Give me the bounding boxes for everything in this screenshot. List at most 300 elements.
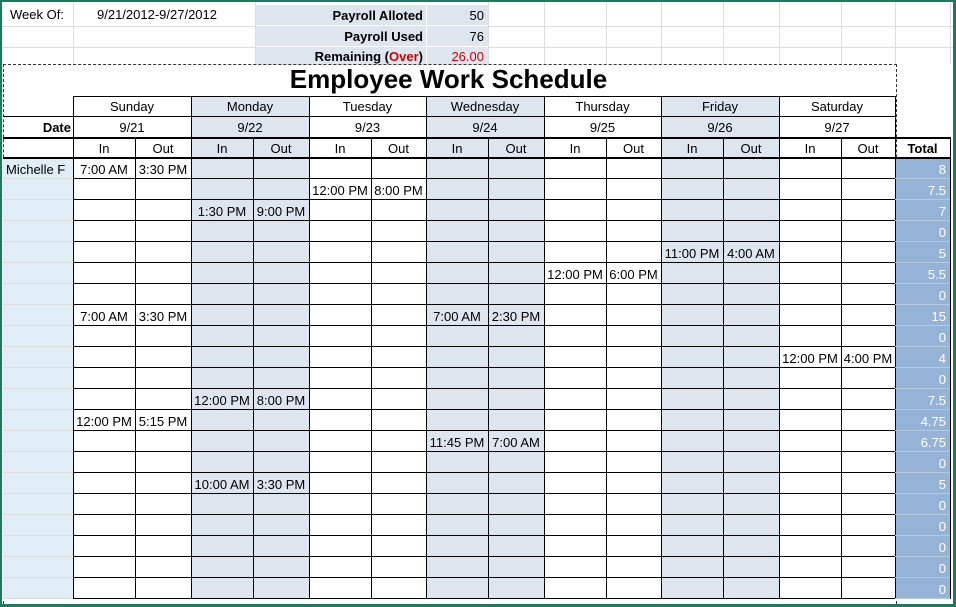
employee-name-cell[interactable] <box>3 284 73 305</box>
time-out-cell[interactable] <box>723 515 779 536</box>
time-in-cell[interactable] <box>544 515 606 536</box>
time-out-cell[interactable] <box>488 179 544 200</box>
time-in-cell[interactable] <box>191 494 253 515</box>
time-out-cell[interactable] <box>253 221 309 242</box>
time-out-cell[interactable] <box>841 536 895 557</box>
employee-name-cell[interactable] <box>3 347 73 368</box>
time-in-cell[interactable] <box>426 536 488 557</box>
time-out-cell[interactable]: 9:00 PM <box>253 200 309 221</box>
time-out-cell[interactable] <box>723 200 779 221</box>
time-out-cell[interactable] <box>488 263 544 284</box>
time-in-cell[interactable] <box>191 158 253 179</box>
time-in-cell[interactable] <box>73 179 135 200</box>
time-out-cell[interactable] <box>488 557 544 578</box>
time-out-cell[interactable] <box>371 473 426 494</box>
employee-name-cell[interactable] <box>3 326 73 347</box>
time-out-cell[interactable] <box>253 368 309 389</box>
time-in-cell[interactable] <box>426 389 488 410</box>
time-in-cell[interactable] <box>779 578 841 599</box>
time-out-cell[interactable] <box>135 452 191 473</box>
time-out-cell[interactable] <box>723 305 779 326</box>
time-in-cell[interactable] <box>779 326 841 347</box>
time-in-cell[interactable] <box>73 431 135 452</box>
time-out-cell[interactable] <box>253 305 309 326</box>
time-out-cell[interactable]: 8:00 PM <box>374 183 423 198</box>
time-in-cell[interactable]: 12:00 PM <box>782 351 838 366</box>
time-out-cell[interactable]: 5:15 PM <box>138 414 188 429</box>
time-in-cell[interactable]: 12:00 PM <box>312 183 368 198</box>
employee-name-cell[interactable] <box>3 179 73 200</box>
time-in-cell[interactable] <box>191 431 253 452</box>
time-out-cell[interactable] <box>841 221 895 242</box>
time-out-cell[interactable] <box>135 578 191 599</box>
time-out-cell[interactable] <box>371 221 426 242</box>
time-out-cell[interactable] <box>606 431 661 452</box>
time-out-cell[interactable] <box>723 158 779 179</box>
time-out-cell[interactable] <box>371 389 426 410</box>
time-in-cell[interactable] <box>426 263 488 284</box>
time-in-cell[interactable] <box>661 431 723 452</box>
time-in-cell[interactable] <box>309 515 371 536</box>
time-in-cell[interactable] <box>426 326 488 347</box>
time-out-cell[interactable] <box>841 242 895 263</box>
time-in-cell[interactable] <box>426 578 488 599</box>
employee-name-cell[interactable] <box>3 305 73 326</box>
time-in-cell[interactable] <box>426 347 488 368</box>
employee-name-cell[interactable] <box>3 221 73 242</box>
time-in-cell[interactable] <box>779 179 841 200</box>
time-out-cell[interactable] <box>253 494 309 515</box>
time-in-cell[interactable] <box>309 389 371 410</box>
time-out-cell[interactable] <box>606 158 661 179</box>
time-out-cell[interactable] <box>488 200 544 221</box>
time-in-cell[interactable]: 12:00 PM <box>547 267 603 282</box>
time-out-cell[interactable] <box>723 473 779 494</box>
time-out-cell[interactable]: 6:00 PM <box>609 267 658 282</box>
time-in-cell[interactable] <box>426 200 488 221</box>
time-in-cell[interactable] <box>661 473 723 494</box>
time-out-cell[interactable] <box>606 536 661 557</box>
time-out-cell[interactable] <box>841 368 895 389</box>
time-in-cell[interactable] <box>779 515 841 536</box>
time-in-cell[interactable] <box>426 410 488 431</box>
time-out-cell[interactable] <box>606 452 661 473</box>
time-out-cell[interactable] <box>135 536 191 557</box>
time-out-cell[interactable] <box>841 452 895 473</box>
time-out-cell[interactable] <box>135 326 191 347</box>
employee-name-cell[interactable] <box>3 473 73 494</box>
time-in-cell[interactable] <box>191 557 253 578</box>
time-in-cell[interactable] <box>426 179 488 200</box>
time-out-cell[interactable] <box>841 578 895 599</box>
time-in-cell[interactable]: 12:00 PM <box>76 414 132 429</box>
time-out-cell[interactable] <box>606 305 661 326</box>
employee-name-cell[interactable]: Michelle F <box>3 158 73 179</box>
time-out-cell[interactable] <box>606 347 661 368</box>
time-out-cell[interactable] <box>371 368 426 389</box>
time-out-cell[interactable] <box>371 347 426 368</box>
time-in-cell[interactable] <box>309 326 371 347</box>
time-in-cell[interactable] <box>544 473 606 494</box>
time-out-cell[interactable] <box>253 326 309 347</box>
time-out-cell[interactable] <box>488 158 544 179</box>
time-out-cell[interactable] <box>371 200 426 221</box>
time-in-cell[interactable] <box>661 452 723 473</box>
time-out-cell[interactable] <box>135 284 191 305</box>
employee-name-cell[interactable] <box>3 389 73 410</box>
time-in-cell[interactable] <box>661 158 723 179</box>
time-in-cell[interactable] <box>73 221 135 242</box>
time-out-cell[interactable] <box>253 536 309 557</box>
time-in-cell[interactable] <box>661 410 723 431</box>
time-in-cell[interactable]: 7:00 AM <box>80 309 128 324</box>
time-out-cell[interactable] <box>723 452 779 473</box>
time-out-cell[interactable] <box>371 431 426 452</box>
time-out-cell[interactable] <box>723 368 779 389</box>
time-in-cell[interactable] <box>779 221 841 242</box>
time-out-cell[interactable] <box>253 557 309 578</box>
time-out-cell[interactable] <box>253 410 309 431</box>
time-out-cell[interactable] <box>135 473 191 494</box>
employee-name-cell[interactable] <box>3 578 73 599</box>
time-out-cell[interactable] <box>135 179 191 200</box>
time-out-cell[interactable] <box>606 284 661 305</box>
time-in-cell[interactable] <box>544 557 606 578</box>
employee-name-cell[interactable] <box>3 494 73 515</box>
time-out-cell[interactable] <box>135 221 191 242</box>
time-out-cell[interactable] <box>253 284 309 305</box>
time-in-cell[interactable] <box>544 410 606 431</box>
time-out-cell[interactable] <box>135 515 191 536</box>
payroll-used-value[interactable]: 76 <box>427 26 488 46</box>
time-out-cell[interactable] <box>135 347 191 368</box>
time-in-cell[interactable] <box>661 263 723 284</box>
time-in-cell[interactable] <box>544 452 606 473</box>
time-in-cell[interactable] <box>544 158 606 179</box>
time-out-cell[interactable] <box>723 494 779 515</box>
time-out-cell[interactable] <box>723 536 779 557</box>
time-in-cell[interactable] <box>73 578 135 599</box>
time-in-cell[interactable] <box>779 557 841 578</box>
time-out-cell[interactable] <box>723 578 779 599</box>
employee-name-cell[interactable] <box>3 242 73 263</box>
time-in-cell[interactable]: 12:00 PM <box>191 389 253 410</box>
time-out-cell[interactable] <box>606 326 661 347</box>
time-out-cell[interactable] <box>371 410 426 431</box>
time-out-cell[interactable] <box>253 242 309 263</box>
time-in-cell[interactable] <box>779 284 841 305</box>
time-in-cell[interactable] <box>191 536 253 557</box>
time-out-cell[interactable] <box>606 515 661 536</box>
time-in-cell[interactable] <box>779 368 841 389</box>
time-out-cell[interactable]: 2:30 PM <box>488 305 544 326</box>
time-out-cell[interactable] <box>723 221 779 242</box>
time-in-cell[interactable] <box>191 179 253 200</box>
time-in-cell[interactable] <box>779 200 841 221</box>
time-in-cell[interactable] <box>426 494 488 515</box>
time-out-cell[interactable] <box>723 347 779 368</box>
time-in-cell[interactable] <box>661 305 723 326</box>
time-out-cell[interactable] <box>488 368 544 389</box>
time-out-cell[interactable]: 8:00 PM <box>253 389 309 410</box>
time-out-cell[interactable] <box>723 410 779 431</box>
employee-name-cell[interactable] <box>3 410 73 431</box>
time-in-cell[interactable] <box>426 557 488 578</box>
time-in-cell[interactable] <box>191 284 253 305</box>
time-in-cell[interactable] <box>191 515 253 536</box>
time-out-cell[interactable] <box>135 368 191 389</box>
time-in-cell[interactable] <box>544 578 606 599</box>
time-in-cell[interactable] <box>309 200 371 221</box>
time-in-cell[interactable] <box>661 221 723 242</box>
time-out-cell[interactable] <box>135 431 191 452</box>
time-out-cell[interactable]: 4:00 AM <box>723 242 779 263</box>
time-in-cell[interactable] <box>661 179 723 200</box>
time-out-cell[interactable] <box>841 326 895 347</box>
time-in-cell[interactable] <box>544 221 606 242</box>
time-in-cell[interactable] <box>661 536 723 557</box>
time-out-cell[interactable] <box>371 242 426 263</box>
time-out-cell[interactable] <box>371 578 426 599</box>
employee-name-cell[interactable] <box>3 452 73 473</box>
time-in-cell[interactable] <box>426 284 488 305</box>
time-in-cell[interactable] <box>191 410 253 431</box>
time-in-cell[interactable] <box>73 452 135 473</box>
time-in-cell[interactable] <box>426 158 488 179</box>
time-in-cell[interactable] <box>309 494 371 515</box>
time-in-cell[interactable]: 1:30 PM <box>191 200 253 221</box>
time-in-cell[interactable] <box>544 326 606 347</box>
employee-name-cell[interactable] <box>3 368 73 389</box>
time-out-cell[interactable] <box>841 557 895 578</box>
time-in-cell[interactable] <box>309 347 371 368</box>
time-out-cell[interactable] <box>841 179 895 200</box>
time-in-cell[interactable] <box>73 536 135 557</box>
time-in-cell[interactable] <box>73 347 135 368</box>
time-out-cell[interactable] <box>841 263 895 284</box>
time-out-cell[interactable] <box>253 452 309 473</box>
time-out-cell[interactable] <box>841 494 895 515</box>
time-out-cell[interactable] <box>488 410 544 431</box>
time-in-cell[interactable] <box>426 368 488 389</box>
time-in-cell[interactable] <box>661 368 723 389</box>
time-out-cell[interactable] <box>371 305 426 326</box>
time-out-cell[interactable] <box>253 158 309 179</box>
time-in-cell[interactable] <box>544 284 606 305</box>
employee-name-cell[interactable] <box>3 200 73 221</box>
time-in-cell[interactable] <box>779 158 841 179</box>
time-in-cell[interactable] <box>191 305 253 326</box>
time-in-cell[interactable] <box>309 452 371 473</box>
time-out-cell[interactable] <box>253 578 309 599</box>
time-out-cell[interactable] <box>841 200 895 221</box>
time-out-cell[interactable] <box>606 200 661 221</box>
time-out-cell[interactable] <box>841 305 895 326</box>
time-in-cell[interactable] <box>661 515 723 536</box>
time-in-cell[interactable] <box>779 452 841 473</box>
time-out-cell[interactable] <box>606 179 661 200</box>
time-out-cell[interactable] <box>488 389 544 410</box>
time-out-cell[interactable] <box>723 263 779 284</box>
time-out-cell[interactable] <box>488 515 544 536</box>
time-in-cell[interactable] <box>779 242 841 263</box>
time-out-cell[interactable] <box>488 221 544 242</box>
time-out-cell[interactable] <box>723 431 779 452</box>
time-out-cell[interactable] <box>841 410 895 431</box>
time-out-cell[interactable] <box>135 200 191 221</box>
time-in-cell[interactable] <box>544 305 606 326</box>
time-out-cell[interactable] <box>606 389 661 410</box>
time-out-cell[interactable] <box>371 326 426 347</box>
time-out-cell[interactable] <box>371 284 426 305</box>
time-out-cell[interactable] <box>371 452 426 473</box>
time-in-cell[interactable] <box>426 515 488 536</box>
time-in-cell[interactable] <box>544 494 606 515</box>
time-out-cell[interactable] <box>488 494 544 515</box>
time-out-cell[interactable] <box>253 179 309 200</box>
time-out-cell[interactable] <box>606 368 661 389</box>
time-in-cell[interactable] <box>309 557 371 578</box>
time-out-cell[interactable]: 7:00 AM <box>488 431 544 452</box>
time-in-cell[interactable] <box>426 221 488 242</box>
time-in-cell[interactable]: 7:00 AM <box>426 305 488 326</box>
time-in-cell[interactable] <box>191 242 253 263</box>
time-in-cell[interactable] <box>309 578 371 599</box>
time-out-cell[interactable] <box>135 557 191 578</box>
employee-name-cell[interactable] <box>3 431 73 452</box>
time-in-cell[interactable] <box>191 368 253 389</box>
time-in-cell[interactable] <box>191 263 253 284</box>
time-in-cell[interactable] <box>544 389 606 410</box>
time-out-cell[interactable]: 3:30 PM <box>138 162 188 177</box>
time-in-cell[interactable] <box>191 452 253 473</box>
time-in-cell[interactable] <box>779 263 841 284</box>
time-in-cell[interactable] <box>661 347 723 368</box>
time-in-cell[interactable] <box>544 431 606 452</box>
time-out-cell[interactable]: 4:00 PM <box>843 351 893 366</box>
time-in-cell[interactable] <box>544 242 606 263</box>
week-of-value[interactable]: 9/21/2012-9/27/2012 <box>97 8 217 22</box>
time-out-cell[interactable] <box>723 326 779 347</box>
time-in-cell[interactable] <box>73 200 135 221</box>
time-in-cell[interactable] <box>191 578 253 599</box>
time-in-cell[interactable] <box>191 326 253 347</box>
time-in-cell[interactable] <box>779 389 841 410</box>
time-in-cell[interactable] <box>73 326 135 347</box>
time-in-cell[interactable] <box>309 284 371 305</box>
time-out-cell[interactable] <box>135 494 191 515</box>
time-out-cell[interactable] <box>488 242 544 263</box>
time-out-cell[interactable] <box>488 473 544 494</box>
time-out-cell[interactable] <box>371 494 426 515</box>
time-in-cell[interactable] <box>661 578 723 599</box>
time-out-cell[interactable] <box>841 515 895 536</box>
time-in-cell[interactable] <box>73 557 135 578</box>
time-in-cell[interactable] <box>309 263 371 284</box>
time-out-cell[interactable] <box>606 410 661 431</box>
time-out-cell[interactable] <box>488 452 544 473</box>
time-in-cell[interactable] <box>779 410 841 431</box>
time-out-cell[interactable] <box>841 431 895 452</box>
time-in-cell[interactable] <box>309 410 371 431</box>
time-in-cell[interactable] <box>73 494 135 515</box>
time-in-cell[interactable] <box>661 200 723 221</box>
time-in-cell[interactable] <box>779 431 841 452</box>
time-in-cell[interactable] <box>73 473 135 494</box>
time-in-cell[interactable] <box>779 536 841 557</box>
time-in-cell[interactable] <box>426 242 488 263</box>
employee-name-cell[interactable] <box>3 515 73 536</box>
time-in-cell[interactable] <box>544 347 606 368</box>
time-in-cell[interactable]: 11:00 PM <box>661 242 723 263</box>
time-out-cell[interactable] <box>253 263 309 284</box>
time-out-cell[interactable]: 3:30 PM <box>138 309 188 324</box>
time-in-cell[interactable] <box>779 305 841 326</box>
time-in-cell[interactable]: 7:00 AM <box>80 162 128 177</box>
time-in-cell[interactable] <box>661 389 723 410</box>
time-in-cell[interactable] <box>191 221 253 242</box>
employee-name-cell[interactable] <box>3 263 73 284</box>
time-in-cell[interactable] <box>73 242 135 263</box>
time-out-cell[interactable] <box>135 242 191 263</box>
time-in-cell[interactable] <box>73 515 135 536</box>
time-out-cell[interactable] <box>371 515 426 536</box>
time-in-cell[interactable] <box>309 242 371 263</box>
time-out-cell[interactable] <box>488 578 544 599</box>
time-out-cell[interactable] <box>606 578 661 599</box>
time-in-cell[interactable]: 10:00 AM <box>191 473 253 494</box>
time-out-cell[interactable] <box>723 284 779 305</box>
time-out-cell[interactable] <box>253 347 309 368</box>
payroll-alloted-value[interactable]: 50 <box>427 5 488 25</box>
time-in-cell[interactable] <box>426 473 488 494</box>
time-in-cell[interactable] <box>661 284 723 305</box>
time-out-cell[interactable] <box>841 158 895 179</box>
time-in-cell[interactable] <box>544 536 606 557</box>
time-out-cell[interactable] <box>371 536 426 557</box>
time-in-cell[interactable] <box>73 368 135 389</box>
time-in-cell[interactable] <box>73 284 135 305</box>
time-out-cell[interactable] <box>841 473 895 494</box>
time-out-cell[interactable] <box>723 389 779 410</box>
time-in-cell[interactable] <box>544 368 606 389</box>
time-out-cell[interactable] <box>606 473 661 494</box>
time-in-cell[interactable] <box>309 536 371 557</box>
time-out-cell[interactable] <box>723 557 779 578</box>
time-in-cell[interactable] <box>191 347 253 368</box>
time-in-cell[interactable]: 11:45 PM <box>426 431 488 452</box>
time-out-cell[interactable] <box>135 263 191 284</box>
time-in-cell[interactable] <box>73 389 135 410</box>
time-out-cell[interactable] <box>488 347 544 368</box>
time-out-cell[interactable] <box>371 263 426 284</box>
time-out-cell[interactable] <box>606 557 661 578</box>
time-in-cell[interactable] <box>779 473 841 494</box>
employee-name-cell[interactable] <box>3 557 73 578</box>
time-in-cell[interactable] <box>661 557 723 578</box>
time-out-cell[interactable] <box>371 158 426 179</box>
time-out-cell[interactable] <box>723 179 779 200</box>
time-in-cell[interactable] <box>661 326 723 347</box>
time-in-cell[interactable] <box>544 179 606 200</box>
time-out-cell[interactable] <box>253 431 309 452</box>
time-in-cell[interactable] <box>779 494 841 515</box>
time-out-cell[interactable] <box>606 494 661 515</box>
time-out-cell[interactable] <box>488 536 544 557</box>
time-in-cell[interactable] <box>661 494 723 515</box>
time-in-cell[interactable] <box>309 431 371 452</box>
employee-name-cell[interactable] <box>3 536 73 557</box>
